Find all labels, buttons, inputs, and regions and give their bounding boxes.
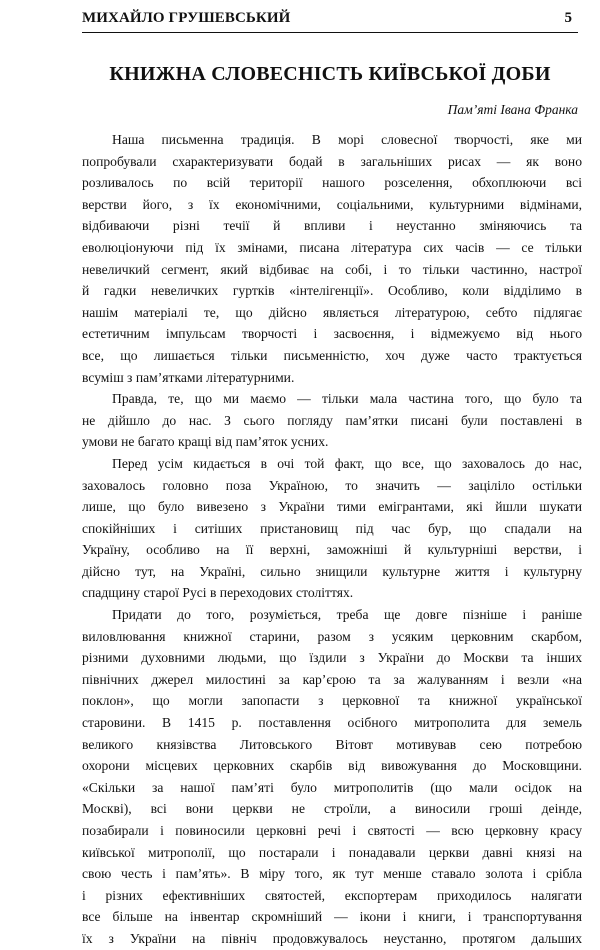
text-line: заховалось головно поза Україною, то значить — заціліло остільки (82, 477, 582, 493)
running-header-author: МИХАЙЛО ГРУШЕВСЬКИЙ (82, 10, 291, 26)
paragraph (82, 129, 582, 388)
text-line: розливалось по всій території нашого розселення, обхоплюючи всі (82, 175, 582, 191)
paragraph (82, 604, 582, 950)
text-line: Правда, те, що ми маємо — тільки мала частина того, що було та (112, 391, 582, 407)
text-line: Наша письменна традиція. В морі словесної творчості, яке ми (112, 132, 582, 147)
text-line: Перед усім кидається в очі той факт, що все, що заховалось до нас, (112, 455, 582, 471)
text-line: різними духовними людьми, що їздили з України до Москви та інших (82, 650, 582, 666)
body-text (82, 129, 582, 950)
text-line: все більше на інвентар скромніший — ікони і книги, і транспортування (82, 909, 582, 925)
text-line: лише, що було вивезено з України тими емігрантами, які йшли шукати (82, 499, 582, 515)
chapter-title: КНИЖНА СЛОВЕСНІСТЬ КИЇВСЬКОЇ ДОБИ (109, 63, 551, 85)
text-line: дійсно тут, на Україні, сильно знищили культурне життя і культурну (82, 563, 582, 579)
text-line: й гадки невеличких гуртків «інтелігенції». Особливо, коли відділимо в (82, 283, 582, 299)
text-line: поклон», що могли запопасти з церковної та книжної української (82, 693, 582, 709)
text-line: всуміш з пам’ятками літературними. (82, 369, 295, 385)
text-line: Україну, особливо на її верхні, заможніші й культурніші верстви, і (82, 542, 582, 558)
text-line: старовини. В 1415 р. поставлення осібного митрополита для земель (82, 715, 582, 731)
text-line: свою честь і пам’ять». В міру того, як тут менше ставало золота і срібла (82, 866, 582, 882)
text-line: Москві), всі вони церкви не строїли, а виносили гроші деінде, (82, 801, 582, 817)
text-line: північних джерел милостині за кар’єрою та за жалуванням і везли «на (82, 671, 582, 687)
text-line: нашім матеріалі те, що дійсно являється літературою, себто підлягає (82, 304, 582, 320)
text-line: охорони місцевих церковних скарбів від вивожування до Московщини. (82, 758, 582, 774)
text-line: і різних ефективніших святостей, експортерам приходилось налягати (82, 887, 582, 903)
text-line: невеличкий сегмент, який відбиває на собі, і то тільки частинно, настрої (82, 261, 582, 277)
text-line: спадщину старої Русі в переходових століттях. (82, 585, 354, 601)
text-line: «Скільки за нашої пам’яті було митрополитів (що мали осідок на (82, 779, 582, 795)
text-line: все, що лишається тільки письменністю, хоч дуже часто трактується (82, 347, 582, 363)
text-line: виловлювання книжної старини, разом з усяким церковним скарбом, (82, 628, 582, 644)
dedication: Пам’яті Івана Франка (447, 102, 578, 117)
paragraph (82, 388, 582, 453)
running-header (82, 10, 578, 33)
text-line: спокійніших і ситіших пристановищ під час бур, що спадали на (82, 520, 582, 536)
text-line: еволюціонуючи під їх змінами, писана література сих часів — се тільки (82, 239, 582, 255)
text-line: відбиваючи різні течії й впливи і неустанно зміняючись та (82, 218, 582, 234)
text-line: умови не багато кращі від пам’яток усних. (82, 434, 329, 450)
text-line: Придати до того, розуміється, треба ще довге пізніше і раніше (112, 607, 582, 623)
text-line: не дійшло до нас. З сього погляду пам’ятки писані були поставлені в (82, 412, 582, 428)
text-line: позабирали і повиносили церковні речі і святості — всю церковну красу (82, 823, 582, 838)
text-line: їх з України на північ продовжувалось неустанно, протягом дальших (82, 930, 582, 946)
page-number: 5 (564, 10, 572, 26)
text-line: естетичним імпульсам творчості і засвоєння, і відмежуємо від нього (82, 326, 582, 342)
text-line: великого князівства Литовського Вітовт мотивував сею потребою (82, 736, 582, 752)
paragraph (82, 453, 582, 604)
text-line: київської митрополії, що постарали і понадавали церкви давні князі на (82, 844, 582, 860)
text-line: верстви його, з їх економічними, соціальними, культурними відмінами, (82, 196, 582, 212)
text-line: попробували схарактеризувати бодай в загальніших рисах — як воно (82, 153, 582, 169)
